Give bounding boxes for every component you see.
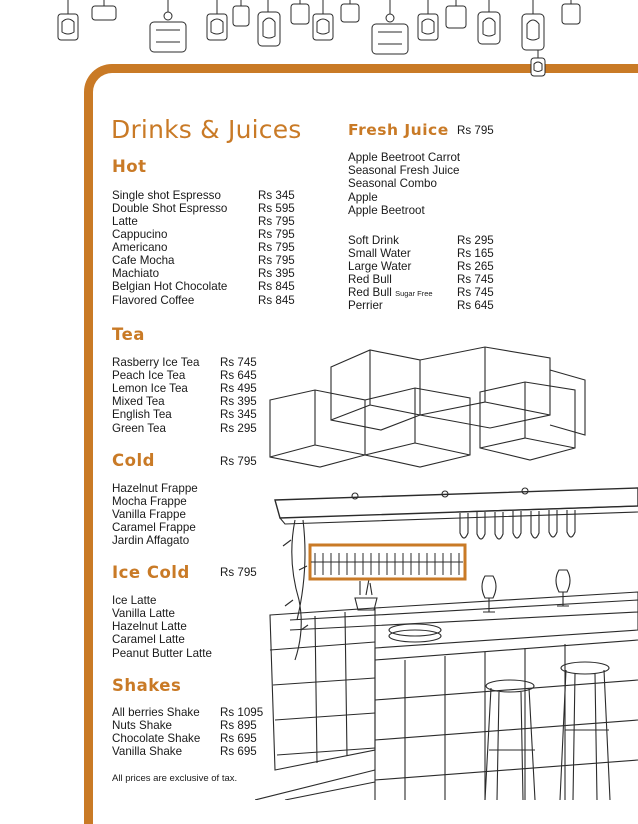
- item-price: Rs 265: [457, 260, 494, 273]
- item-name: Green Tea: [112, 422, 166, 435]
- list-item: Peanut Butter Latte: [112, 647, 212, 660]
- item-name: English Tea: [112, 408, 172, 421]
- item-price: Rs 795: [258, 241, 295, 254]
- list-item: Mocha Frappe: [112, 495, 187, 508]
- item-price: Rs 1095: [220, 706, 264, 719]
- list-item: Caramel Frappe: [112, 521, 196, 534]
- item-price: Rs 345: [220, 408, 257, 421]
- frame-lamp-icon: [528, 50, 548, 80]
- item-name: Perrier: [348, 299, 383, 312]
- item-price: Rs 745: [220, 356, 257, 369]
- item-name: Cafe Mocha: [112, 254, 175, 267]
- bar-counter-illustration: [255, 330, 638, 800]
- item-price: Rs 745: [457, 273, 494, 286]
- item-price: Rs 845: [258, 294, 295, 307]
- section-title-ice-cold: Ice Cold: [112, 563, 190, 582]
- list-item: Seasonal Combo: [348, 177, 437, 190]
- section-price-cold: Rs 795: [220, 455, 257, 468]
- item-price: Rs 345: [258, 189, 295, 202]
- item-note: Sugar Free: [395, 289, 433, 298]
- section-title-tea: Tea: [112, 325, 145, 344]
- item-price: Rs 165: [457, 247, 494, 260]
- item-name: Soft Drink: [348, 234, 399, 247]
- item-price: Rs 695: [220, 732, 257, 745]
- item-name: Large Water: [348, 260, 412, 273]
- item-name: Double Shot Espresso: [112, 202, 228, 215]
- item-name: Flavored Coffee: [112, 294, 195, 307]
- item-name: Belgian Hot Chocolate: [112, 280, 228, 293]
- item-price: Rs 645: [220, 369, 257, 382]
- list-item: Apple: [348, 191, 378, 204]
- item-name: Peach Ice Tea: [112, 369, 186, 382]
- section-title-hot: Hot: [112, 157, 147, 176]
- list-item: Jardin Affagato: [112, 534, 190, 547]
- item-name: Chocolate Shake: [112, 732, 201, 745]
- list-item: Apple Beetroot Carrot: [348, 151, 461, 164]
- item-name: Small Water: [348, 247, 411, 260]
- item-name: Mixed Tea: [112, 395, 165, 408]
- item-name: Lemon Ice Tea: [112, 382, 188, 395]
- item-name: Cappucino: [112, 228, 168, 241]
- item-name-text: Red Bull: [348, 286, 392, 299]
- item-name: Latte: [112, 215, 138, 228]
- tax-note: All prices are exclusive of tax.: [112, 773, 238, 784]
- item-name: Rasberry Ice Tea: [112, 356, 200, 369]
- list-item: Vanilla Frappe: [112, 508, 186, 521]
- item-name: Nuts Shake: [112, 719, 172, 732]
- item-price: Rs 295: [457, 234, 494, 247]
- item-price: Rs 295: [220, 422, 257, 435]
- item-name: All berries Shake: [112, 706, 200, 719]
- item-price: Rs 845: [258, 280, 295, 293]
- item-price: Rs 395: [258, 267, 295, 280]
- section-price-fresh-juice: Rs 795: [457, 124, 494, 137]
- item-price: Rs 495: [220, 382, 257, 395]
- list-item: Hazelnut Latte: [112, 620, 187, 633]
- item-price: Rs 795: [258, 215, 295, 228]
- item-price: Rs 395: [220, 395, 257, 408]
- item-price: Rs 795: [258, 254, 295, 267]
- page-title: Drinks & Juices: [111, 115, 302, 144]
- section-title-cold: Cold: [112, 451, 155, 470]
- item-name: Red Bull: [348, 273, 392, 286]
- item-name: Single shot Espresso: [112, 189, 221, 202]
- section-price-ice-cold: Rs 795: [220, 566, 257, 579]
- item-price: Rs 695: [220, 745, 257, 758]
- item-price: Rs 745: [457, 286, 494, 299]
- item-name: Vanilla Shake: [112, 745, 183, 758]
- list-item: Seasonal Fresh Juice: [348, 164, 460, 177]
- list-item: Hazelnut Frappe: [112, 482, 198, 495]
- item-price: Rs 795: [258, 228, 295, 241]
- item-name: Machiato: [112, 267, 160, 280]
- item-price: Rs 595: [258, 202, 295, 215]
- item-price: Rs 645: [457, 299, 494, 312]
- list-item: Vanilla Latte: [112, 607, 175, 620]
- list-item: Apple Beetroot: [348, 204, 425, 217]
- section-title-shakes: Shakes: [112, 676, 182, 695]
- list-item: Caramel Latte: [112, 633, 185, 646]
- section-title-fresh-juice: Fresh Juice: [348, 121, 449, 139]
- list-item: Ice Latte: [112, 594, 157, 607]
- item-name: Americano: [112, 241, 168, 254]
- item-price: Rs 895: [220, 719, 257, 732]
